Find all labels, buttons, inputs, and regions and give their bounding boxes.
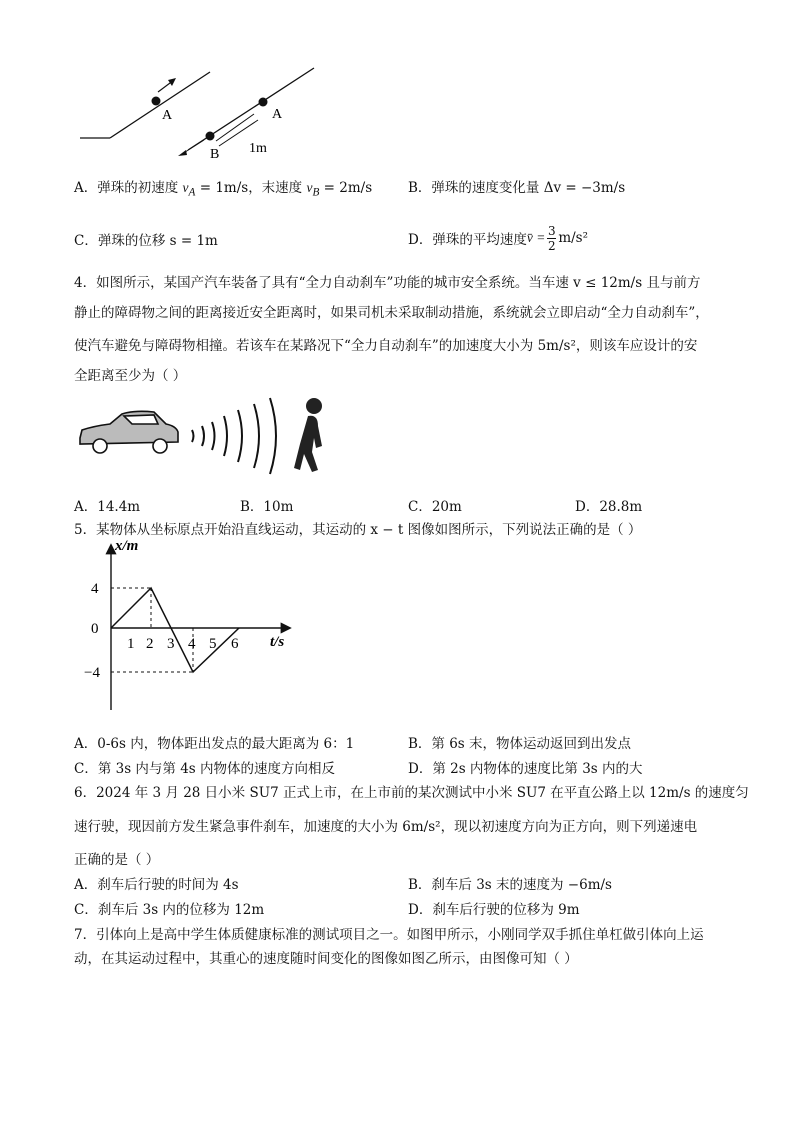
q3-option-c: C．弹珠的位移 s = 1m xyxy=(74,233,218,249)
x-tick-4: 4 xyxy=(188,636,196,652)
q4-option-c: C．20m xyxy=(408,499,462,515)
x-tick-2: 2 xyxy=(146,636,154,652)
q4-stem-line1: 4．如图所示，某国产汽车装备了具有“全力自动刹车”功能的城市安全系统。当车速 v ≤ 12m/s 且与前方 xyxy=(74,275,701,291)
y-axis-label: x/m xyxy=(115,538,139,554)
x-tick-6: 6 xyxy=(231,636,239,652)
x-tick-1: 1 xyxy=(127,636,135,652)
x-tick-3: 3 xyxy=(167,636,175,652)
q5-stem: 5．某物体从坐标原点开始沿直线运动，其运动的 x − t 图像如图所示，下列说法正确的是（ ） xyxy=(74,522,642,538)
label-a1: A xyxy=(162,108,173,123)
q4-option-b: B．10m xyxy=(240,499,294,515)
q3-option-d: D．弹珠的平均速度 v̄ = 3 2 m/s² xyxy=(408,223,589,253)
incline-figure xyxy=(76,62,326,162)
car-icon xyxy=(80,411,178,453)
q6-option-a: A．刹车后行驶的时间为 4s xyxy=(74,877,239,893)
q4-stem-line2: 静止的障碍物之间的距离接近安全距离时，如果司机未采取制动措施，系统就会立即启动“全力自动刹车”， xyxy=(74,305,709,321)
q5-option-c: C．第 3s 内与第 4s 内物体的速度方向相反 xyxy=(74,761,336,777)
q4-stem-line4: 全距离至少为（ ） xyxy=(74,368,187,384)
q4-option-a: A．14.4m xyxy=(74,499,141,515)
car-pedestrian-figure xyxy=(74,392,344,484)
signal-wave-icon xyxy=(192,398,276,474)
q4-option-d: D．28.8m xyxy=(575,499,643,515)
q6-stem-line2: 速行驶，现因前方发生紧急事件刹车，加速度的大小为 6m/s²，现以初速度方向为正方向，则下列递速电 xyxy=(74,819,698,835)
y-tick-neg4: −4 xyxy=(84,665,100,681)
q4-stem-line3: 使汽车避免与障碍物相撞。若该车在某路况下“全力自动刹车”的加速度大小为 5m/s²，则该车应设计的安 xyxy=(74,338,698,354)
x-tick-5: 5 xyxy=(209,636,217,652)
q5-option-b: B．第 6s 末，物体运动返回到出发点 xyxy=(408,736,632,752)
q5-option-d: D．第 2s 内物体的速度比第 3s 内的大 xyxy=(408,761,643,777)
q6-option-b: B．刹车后 3s 末的速度为 −6m/s xyxy=(408,877,612,893)
label-a2: A xyxy=(272,107,283,122)
q6-option-c: C．刹车后 3s 内的位移为 12m xyxy=(74,902,265,918)
xt-graph xyxy=(84,538,304,718)
y-tick-4: 4 xyxy=(91,581,99,597)
label-length: 1m xyxy=(249,141,267,156)
q3-option-a: A．弹珠的初速度 $v_A = 1m/s$，末速度 $v_B = 2m/s$ xyxy=(74,180,373,199)
q6-option-d: D．刹车后行驶的位移为 9m xyxy=(408,902,580,918)
q3-option-b: B．弹珠的速度变化量 Δv = −3m/s xyxy=(408,180,626,196)
q6-stem-line3: 正确的是（ ） xyxy=(74,852,160,868)
label-b: B xyxy=(210,147,220,162)
y-tick-0: 0 xyxy=(91,621,99,637)
q5-option-a: A．0-6s 内，物体距出发点的最大距离为 6：1 xyxy=(74,736,355,752)
q6-stem-line1: 6．2024 年 3 月 28 日小米 SU7 正式上市，在上市前的某次测试中小米 SU7 在平直公路上以 12m/s 的速度匀 xyxy=(74,785,749,801)
x-axis-label: t/s xyxy=(270,634,285,650)
q7-stem-line2: 动，在其运动过程中，其重心的速度随时间变化的图像如图乙所示，由图像可知（ ） xyxy=(74,951,578,967)
pedestrian-icon xyxy=(294,398,322,472)
q7-stem-line1: 7．引体向上是高中学生体质健康标准的测试项目之一。如图甲所示，小刚同学双手抓住单杠做引体向上运 xyxy=(74,927,704,943)
